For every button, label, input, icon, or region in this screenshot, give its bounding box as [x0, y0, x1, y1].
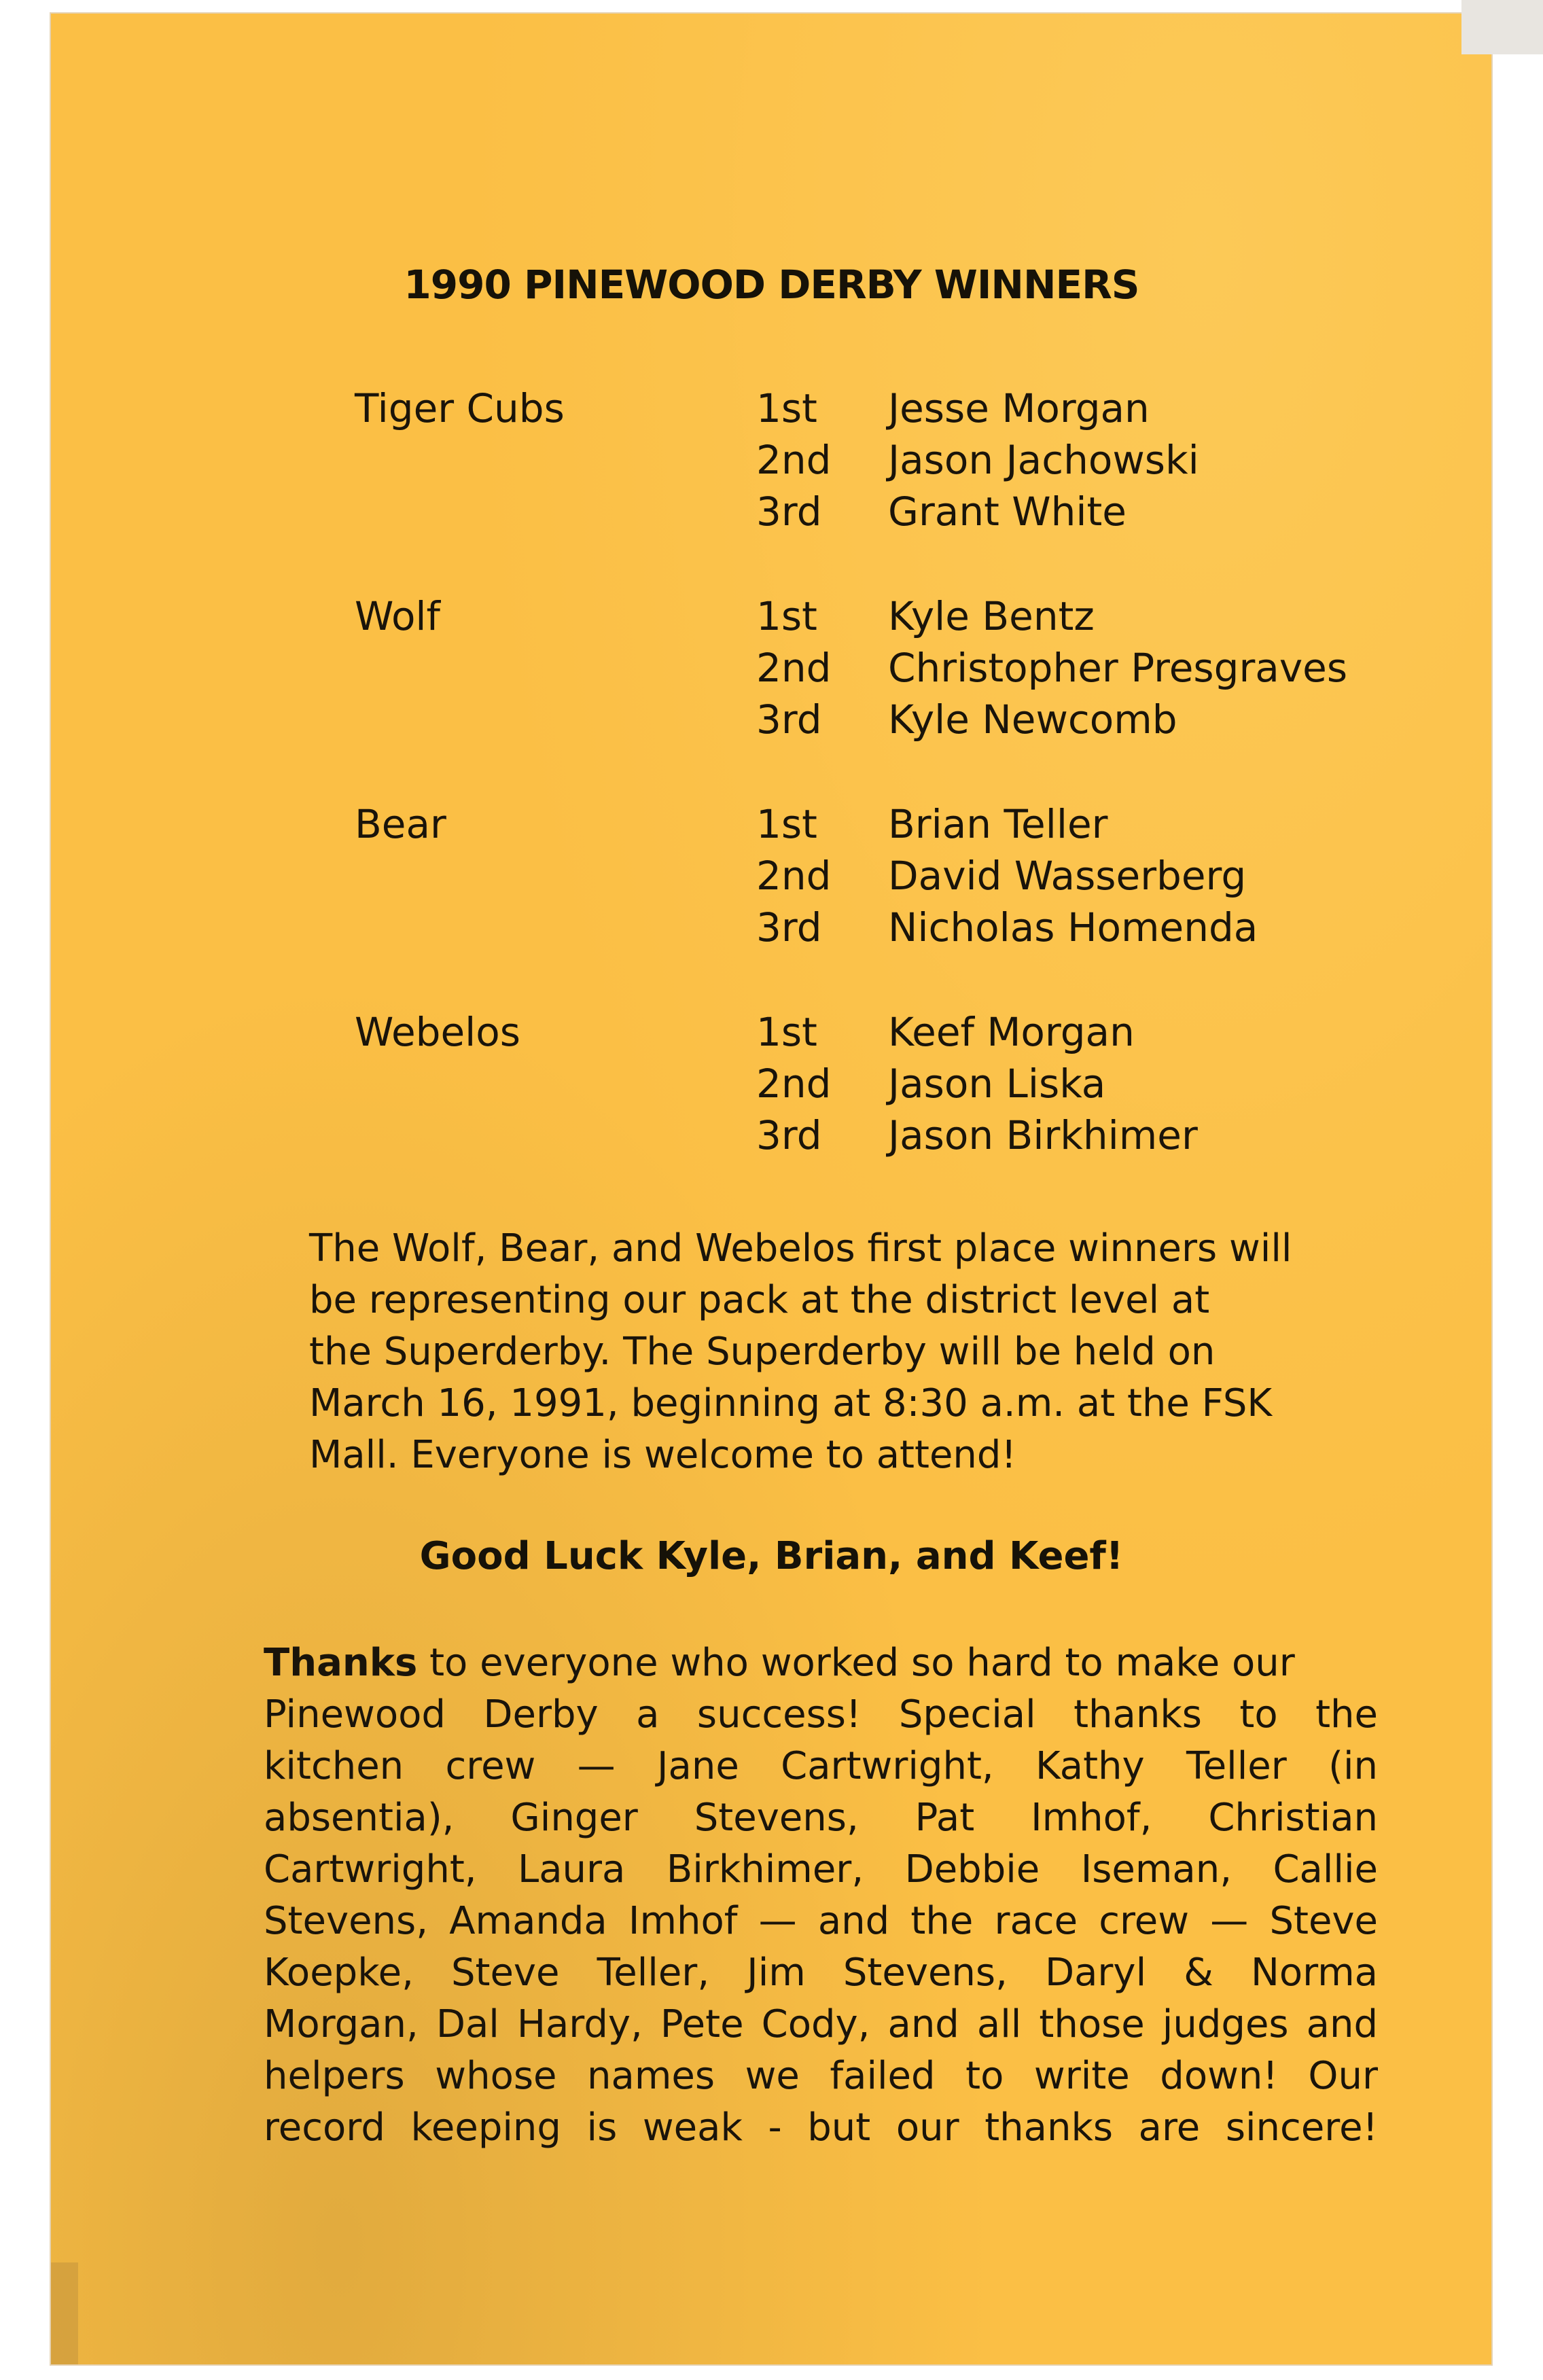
place-label: 1st — [756, 593, 817, 639]
winner-name: Jason Jachowski — [888, 437, 1199, 483]
winner-name: Christopher Presgraves — [888, 645, 1348, 691]
thanks-line: absentia), Ginger Stevens, Pat Imhof, Christian — [264, 1796, 1378, 1840]
place-label: 3rd — [756, 489, 822, 535]
winner-name: Nicholas Homenda — [888, 904, 1258, 951]
division-label: Tiger Cubs — [355, 385, 565, 431]
page-title: 1990 PINEWOOD DERBY WINNERS — [404, 262, 1139, 308]
winner-name: Jesse Morgan — [888, 385, 1150, 431]
thanks-paragraph — [264, 1637, 1378, 2154]
winner-name: David Wasserberg — [888, 853, 1247, 899]
thanks-line: record keeping is weak - but our thanks are sincere! — [264, 2106, 1378, 2150]
winner-name: Kyle Bentz — [888, 593, 1095, 639]
place-label: 1st — [756, 801, 817, 847]
thanks-line: Stevens, Amanda Imhof — and the race crew — Steve — [264, 1899, 1378, 1943]
place-label: 3rd — [756, 904, 822, 951]
thanks-line: Morgan, Dal Hardy, Pete Cody, and all those judges and — [264, 2002, 1378, 2046]
place-label: 2nd — [756, 645, 832, 691]
place-label: 3rd — [756, 1112, 822, 1158]
thanks-line — [264, 1637, 1378, 1689]
place-label: 1st — [756, 385, 817, 431]
winner-name: Jason Liska — [888, 1061, 1106, 1107]
announcement-paragraph — [309, 1223, 1342, 1481]
thanks-line: Koepke, Steve Teller, Jim Stevens, Daryl & Norma — [264, 1951, 1378, 1995]
thanks-line-text: to everyone who worked so hard to make our — [417, 1641, 1295, 1685]
announcement-line: Mall. Everyone is welcome to attend! — [309, 1433, 1016, 1477]
paper-fold — [51, 2262, 78, 2364]
division-label: Webelos — [355, 1009, 520, 1055]
place-label: 1st — [756, 1009, 817, 1055]
paper-corner — [1461, 0, 1543, 54]
thanks-line: Pinewood Derby a success! Special thanks to the — [264, 1692, 1378, 1737]
place-label: 2nd — [756, 853, 832, 899]
thanks-lead: Thanks — [264, 1641, 418, 1685]
announcement-line: March 16, 1991, beginning at 8:30 a.m. at the FSK — [309, 1381, 1273, 1425]
thanks-line: Cartwright, Laura Birkhimer, Debbie Iseman, Callie — [264, 1847, 1378, 1891]
announcement-line: The Wolf, Bear, and Webelos first place winners will — [309, 1226, 1292, 1271]
winner-name: Keef Morgan — [888, 1009, 1135, 1055]
thanks-line: kitchen crew — Jane Cartwright, Kathy Teller (in — [264, 1744, 1378, 1788]
place-label: 2nd — [756, 1061, 832, 1107]
place-label: 2nd — [756, 437, 832, 483]
announcement-line: be representing our pack at the district level at — [309, 1278, 1210, 1322]
division-label: Bear — [355, 801, 446, 847]
thanks-line: helpers whose names we failed to write down! Our — [264, 2054, 1378, 2098]
division-label: Wolf — [355, 593, 440, 639]
winner-name: Grant White — [888, 489, 1127, 535]
winner-name: Kyle Newcomb — [888, 696, 1177, 743]
place-label: 3rd — [756, 696, 822, 743]
announcement-line: the Superderby. The Superderby will be held on — [309, 1330, 1216, 1374]
good-luck-heading: Good Luck Kyle, Brian, and Keef! — [419, 1534, 1124, 1578]
winner-name: Jason Birkhimer — [888, 1112, 1198, 1158]
winner-name: Brian Teller — [888, 801, 1108, 847]
